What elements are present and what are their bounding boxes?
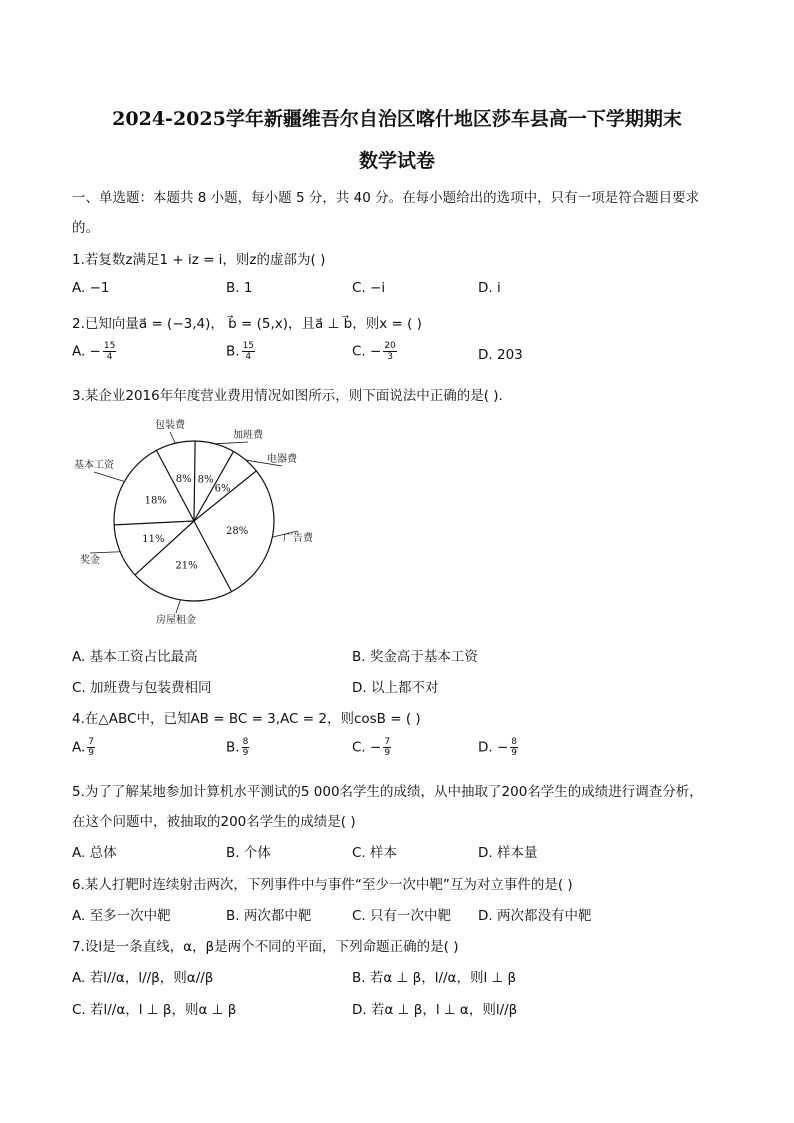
fraction: $\frac{8}{9}$ <box>511 737 518 758</box>
pie-category-label: 基本工资 <box>74 460 114 471</box>
q2-condition: a⃗ ⊥ b⃗，则x = ( ) <box>315 316 422 332</box>
pie-leader-line <box>94 472 124 481</box>
q7-option-c[interactable]: C. 若l//α，l ⊥ β，则α ⊥ β <box>72 1002 237 1018</box>
pie-slice-percent-label: 11% <box>142 533 165 545</box>
q7-option-d[interactable]: D. 若α ⊥ β，l ⊥ α，则l//β <box>352 1002 518 1018</box>
q5-option-a[interactable]: A. 总体 <box>72 845 117 861</box>
q2-option-c[interactable]: C. − $\frac{20}{3}$ <box>352 341 396 362</box>
pie-chart-svg <box>60 408 360 633</box>
fraction: $\frac{8}{9}$ <box>242 737 249 758</box>
fraction: $\frac{15}{4}$ <box>242 341 255 362</box>
q5-option-c[interactable]: C. 样本 <box>352 845 398 861</box>
q1-stem: 1.若复数z满足1 + iz = i，则z的虚部为( ) <box>72 252 326 268</box>
q2-option-a[interactable]: A. − $\frac{15}{4}$ <box>72 341 116 362</box>
q5-option-d[interactable]: D. 样本量 <box>478 845 538 861</box>
fraction: $\frac{7}{9}$ <box>384 737 391 758</box>
exam-title-line2: 数学试卷 <box>358 150 435 172</box>
q7-option-a[interactable]: A. 若l//α，l//β，则α//β <box>72 970 214 986</box>
pie-category-label: 包装费 <box>155 420 185 431</box>
q4-option-b[interactable]: B. $\frac{8}{9}$ <box>226 737 249 758</box>
pie-slice-percent-label: 21% <box>175 560 198 572</box>
pie-category-label: 房屋租金 <box>156 615 196 626</box>
q3-option-c[interactable]: C. 加班费与包装费相同 <box>72 680 212 696</box>
pie-category-label: 电器费 <box>267 454 297 465</box>
pie-category-label: 奖金 <box>80 555 100 566</box>
q6-option-b[interactable]: B. 两次都中靶 <box>226 908 312 924</box>
q2-vector-a: a⃗ = (−3,4)， <box>138 316 224 332</box>
pie-category-label: 加班费 <box>233 430 263 441</box>
q1-option-b[interactable]: B. 1 <box>226 280 253 296</box>
q6-option-a[interactable]: A. 至多一次中靶 <box>72 908 171 924</box>
q1-option-c[interactable]: C. −i <box>352 280 386 296</box>
fraction: $\frac{20}{3}$ <box>384 341 396 362</box>
exam-title-line1: 2024-2025学年新疆维吾尔自治区喀什地区莎车县高一下学期期末 <box>112 108 682 130</box>
q2-stem <box>72 312 422 332</box>
fraction: $\frac{7}{9}$ <box>88 737 95 758</box>
section-instructions-line2: 的。 <box>72 220 99 236</box>
pie-leader-line <box>176 600 180 613</box>
q5-stem-line2: 在这个问题中，被抽取的200名学生的成绩是( ) <box>72 814 356 830</box>
q1-option-a[interactable]: A. −1 <box>72 280 110 296</box>
q6-stem: 6.某人打靶时连续射击两次，下列事件中与事件“至少一次中靶”互为对立事件的是( ) <box>72 877 573 893</box>
pie-slice-percent-label: 28% <box>225 525 249 537</box>
q3-option-a[interactable]: A. 基本工资占比最高 <box>72 649 198 665</box>
pie-leader-line <box>215 442 248 444</box>
q5-option-b[interactable]: B. 个体 <box>226 845 271 861</box>
q2-option-d[interactable]: D. 203 <box>478 347 523 363</box>
q1-option-d[interactable]: D. i <box>478 280 501 296</box>
q3-option-b[interactable]: B. 奖金高于基本工资 <box>352 649 478 665</box>
q3-stem: 3.某企业2016年年度营业费用情况如图所示，则下面说法中正确的是( ). <box>72 388 503 404</box>
pie-slice-percent-label: 8% <box>175 474 192 486</box>
pie-leader-line <box>90 552 120 553</box>
q3-option-d[interactable]: D. 以上都不对 <box>352 680 439 696</box>
pie-slice-percent-label: 8% <box>197 474 214 486</box>
q4-stem: 4.在△ABC中，已知AB = BC = 3,AC = 2，则cosB = ( ) <box>72 711 421 727</box>
pie-leader-line <box>170 432 175 443</box>
q6-option-d[interactable]: D. 两次都没有中靶 <box>478 908 592 924</box>
section-instructions-line1: 一、单选题：本题共 8 小题，每小题 5 分，共 40 分。在每小题给出的选项中，只有一项是符合题目要求 <box>72 190 700 206</box>
q2-option-b[interactable]: B. $\frac{15}{4}$ <box>226 341 255 362</box>
q4-option-d[interactable]: D. − $\frac{8}{9}$ <box>478 737 518 758</box>
pie-slice-percent-label: 18% <box>144 495 167 507</box>
pie-category-label: 广告费 <box>283 533 313 544</box>
q7-stem: 7.设l是一条直线，α，β是两个不同的平面，下列命题正确的是( ) <box>72 939 459 955</box>
q6-option-c[interactable]: C. 只有一次中靶 <box>352 908 452 924</box>
q4-option-c[interactable]: C. − $\frac{7}{9}$ <box>352 737 391 758</box>
q4-option-a[interactable]: A. $\frac{7}{9}$ <box>72 737 95 758</box>
q2-stem-part1: 2.已知向量 <box>72 316 139 332</box>
pie-chart <box>60 408 360 633</box>
pie-slice-percent-label: 6% <box>214 483 231 495</box>
q2-vector-b: b⃗ = (5,x)，且 <box>228 316 316 332</box>
q5-stem-line1: 5.为了了解某地参加计算机水平测试的5 000名学生的成绩，从中抽取了200名学生的成绩进行调查分析， <box>72 784 703 800</box>
fraction: $\frac{15}{4}$ <box>103 341 116 362</box>
q7-option-b[interactable]: B. 若α ⊥ β，l//α，则l ⊥ β <box>352 970 517 986</box>
